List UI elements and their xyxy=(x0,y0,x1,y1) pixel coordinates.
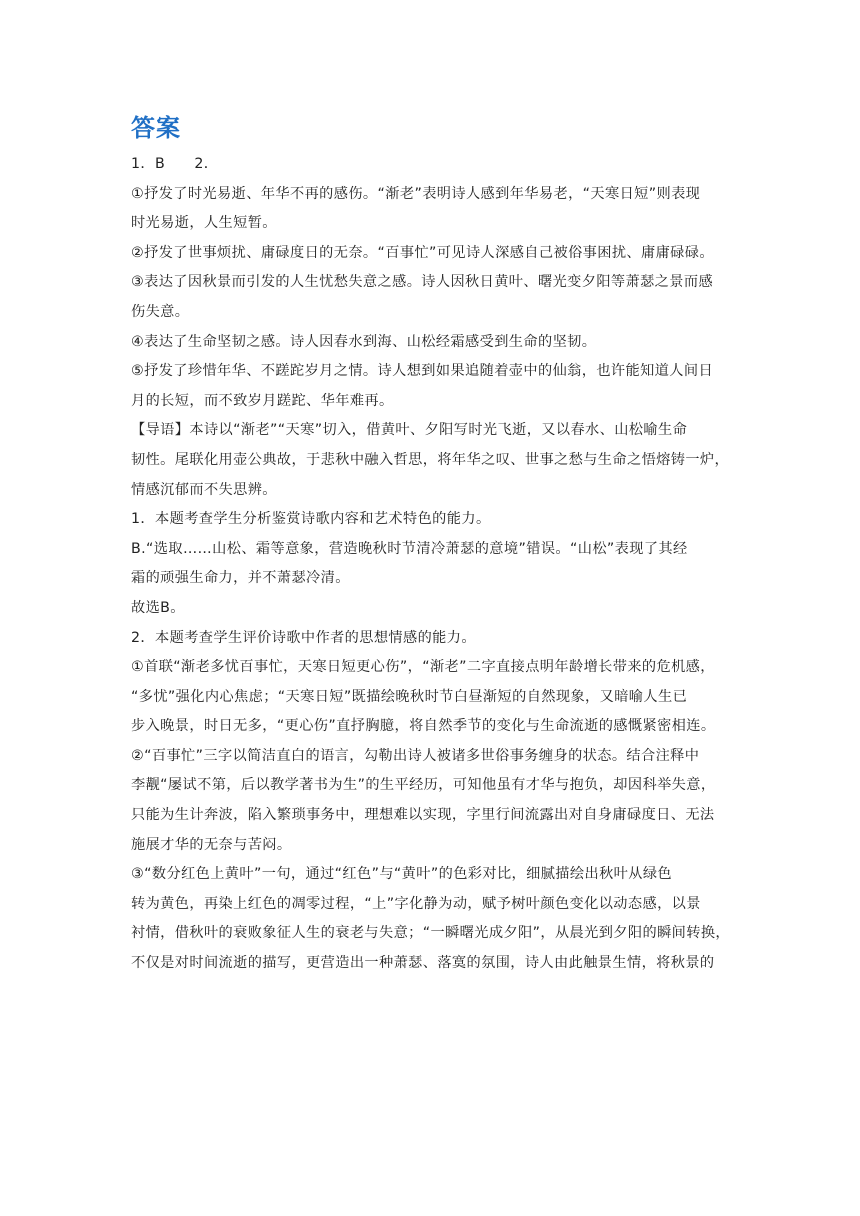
paragraph-line: 伤失意。 xyxy=(131,303,190,320)
paragraph xyxy=(131,624,731,654)
paragraph-line: 李觏“屡试不第，后以教学著书为生”的生平经历，可知他虽有才华与抱负，却因科举失意， xyxy=(131,777,716,794)
paragraph xyxy=(131,535,731,594)
paragraph-line: 故选B。 xyxy=(131,599,185,616)
paragraph-line: ①首联“渐老多忧百事忙，天寒日短更心伤”，“渐老”二字直接点明年龄增长带来的危机感， xyxy=(131,659,715,676)
document-body xyxy=(131,110,731,979)
paragraph-line: 1．B 2． xyxy=(131,156,219,172)
paragraph xyxy=(131,150,731,180)
paragraph xyxy=(131,416,731,505)
paragraph-line: B.“选取……山松、霜等意象，营造晚秋时节清冷萧瑟的意境”错误。“山松”表现了其经 xyxy=(131,540,688,557)
paragraph xyxy=(131,742,731,860)
paragraph-line: 衬情，借秋叶的衰败象征人生的衰老与失意；“一瞬曙光成夕阳”，从晨光到夕阳的瞬间转换， xyxy=(131,925,731,942)
paragraph-line: 月的长短，而不致岁月蹉跎、华年难再。 xyxy=(131,392,394,409)
paragraph-line: 只能为生计奔波，陷入繁琐事务中，理想难以实现，字里行间流露出对自身庸碌度日、无法 xyxy=(131,807,715,824)
paragraph-line: 2．本题考查学生评价诗歌中作者的思想情感的能力。 xyxy=(131,629,476,646)
answer-heading: 答案 xyxy=(131,114,181,142)
paragraph-line: 韧性。尾联化用壶公典故，于悲秋中融入哲思，将年华之叹、世事之愁与生命之悟熔铸一炉， xyxy=(131,451,730,468)
paragraph-line: 步入晚景，时日无多，“更心伤”直抒胸臆，将自然季节的变化与生命流逝的感慨紧密相连。 xyxy=(131,718,716,735)
paragraph xyxy=(131,653,731,742)
paragraph xyxy=(131,268,731,327)
answer-paragraphs xyxy=(131,150,731,979)
paragraph xyxy=(131,180,731,239)
paragraph-line: ④表达了生命坚韧之感。诗人因春水到海、山松经霜感受到生命的坚韧。 xyxy=(131,333,597,350)
paragraph-line: 时光易逝，人生短暂。 xyxy=(131,215,277,232)
paragraph-line: 1．本题考查学生分析鉴赏诗歌内容和艺术特色的能力。 xyxy=(131,511,491,528)
paragraph-line: ②抒发了世事烦扰、庸碌度日的无奈。“百事忙”可见诗人深感自己被俗事困扰、庸庸碌碌。 xyxy=(131,244,714,261)
paragraph-line: 不仅是对时间流逝的描写，更营造出一种萧瑟、落寞的氛围，诗人由此触景生情，将秋景的 xyxy=(131,955,715,972)
paragraph xyxy=(131,239,731,269)
paragraph-line: 【导语】本诗以“渐老”“天寒”切入，借黄叶、夕阳写时光飞逝，又以春水、山松喻生命 xyxy=(131,422,688,439)
paragraph xyxy=(131,328,731,358)
paragraph-line: ②“百事忙”三字以简洁直白的语言，勾勒出诗人被诸多世俗事务缠身的状态。结合注释中 xyxy=(131,747,700,764)
paragraph-line: ⑤抒发了珍惜年华、不蹉跎岁月之情。诗人想到如果追随着壶中的仙翁，也许能知道人间日 xyxy=(131,363,714,380)
paragraph xyxy=(131,860,731,978)
paragraph-line: ③表达了因秋景而引发的人生忧愁失意之感。诗人因秋日黄叶、曙光变夕阳等萧瑟之景而感 xyxy=(131,274,714,291)
paragraph-line: 转为黄色，再染上红色的凋零过程，“上”字化静为动，赋予树叶颜色变化以动态感，以景 xyxy=(131,895,701,912)
paragraph-line: “多忧”强化内心焦虑；“天寒日短”既描绘晚秋时节白昼渐短的自然现象，又暗喻人生已 xyxy=(131,688,688,705)
paragraph xyxy=(131,505,731,535)
paragraph xyxy=(131,594,731,624)
paragraph-line: 情感沉郁而不失思辨。 xyxy=(131,481,277,498)
paragraph-line: ①抒发了时光易逝、年华不再的感伤。“渐老”表明诗人感到年华易老，“天寒日短”则表现 xyxy=(131,185,701,202)
paragraph-line: ③“数分红色上黄叶”一句，通过“红色”与“黄叶”的色彩对比，细腻描绘出秋叶从绿色 xyxy=(131,866,673,883)
paragraph xyxy=(131,357,731,416)
paragraph-line: 霜的顽强生命力，并不萧瑟冷清。 xyxy=(131,570,350,587)
paragraph-line: 施展才华的无奈与苦闷。 xyxy=(131,836,292,853)
